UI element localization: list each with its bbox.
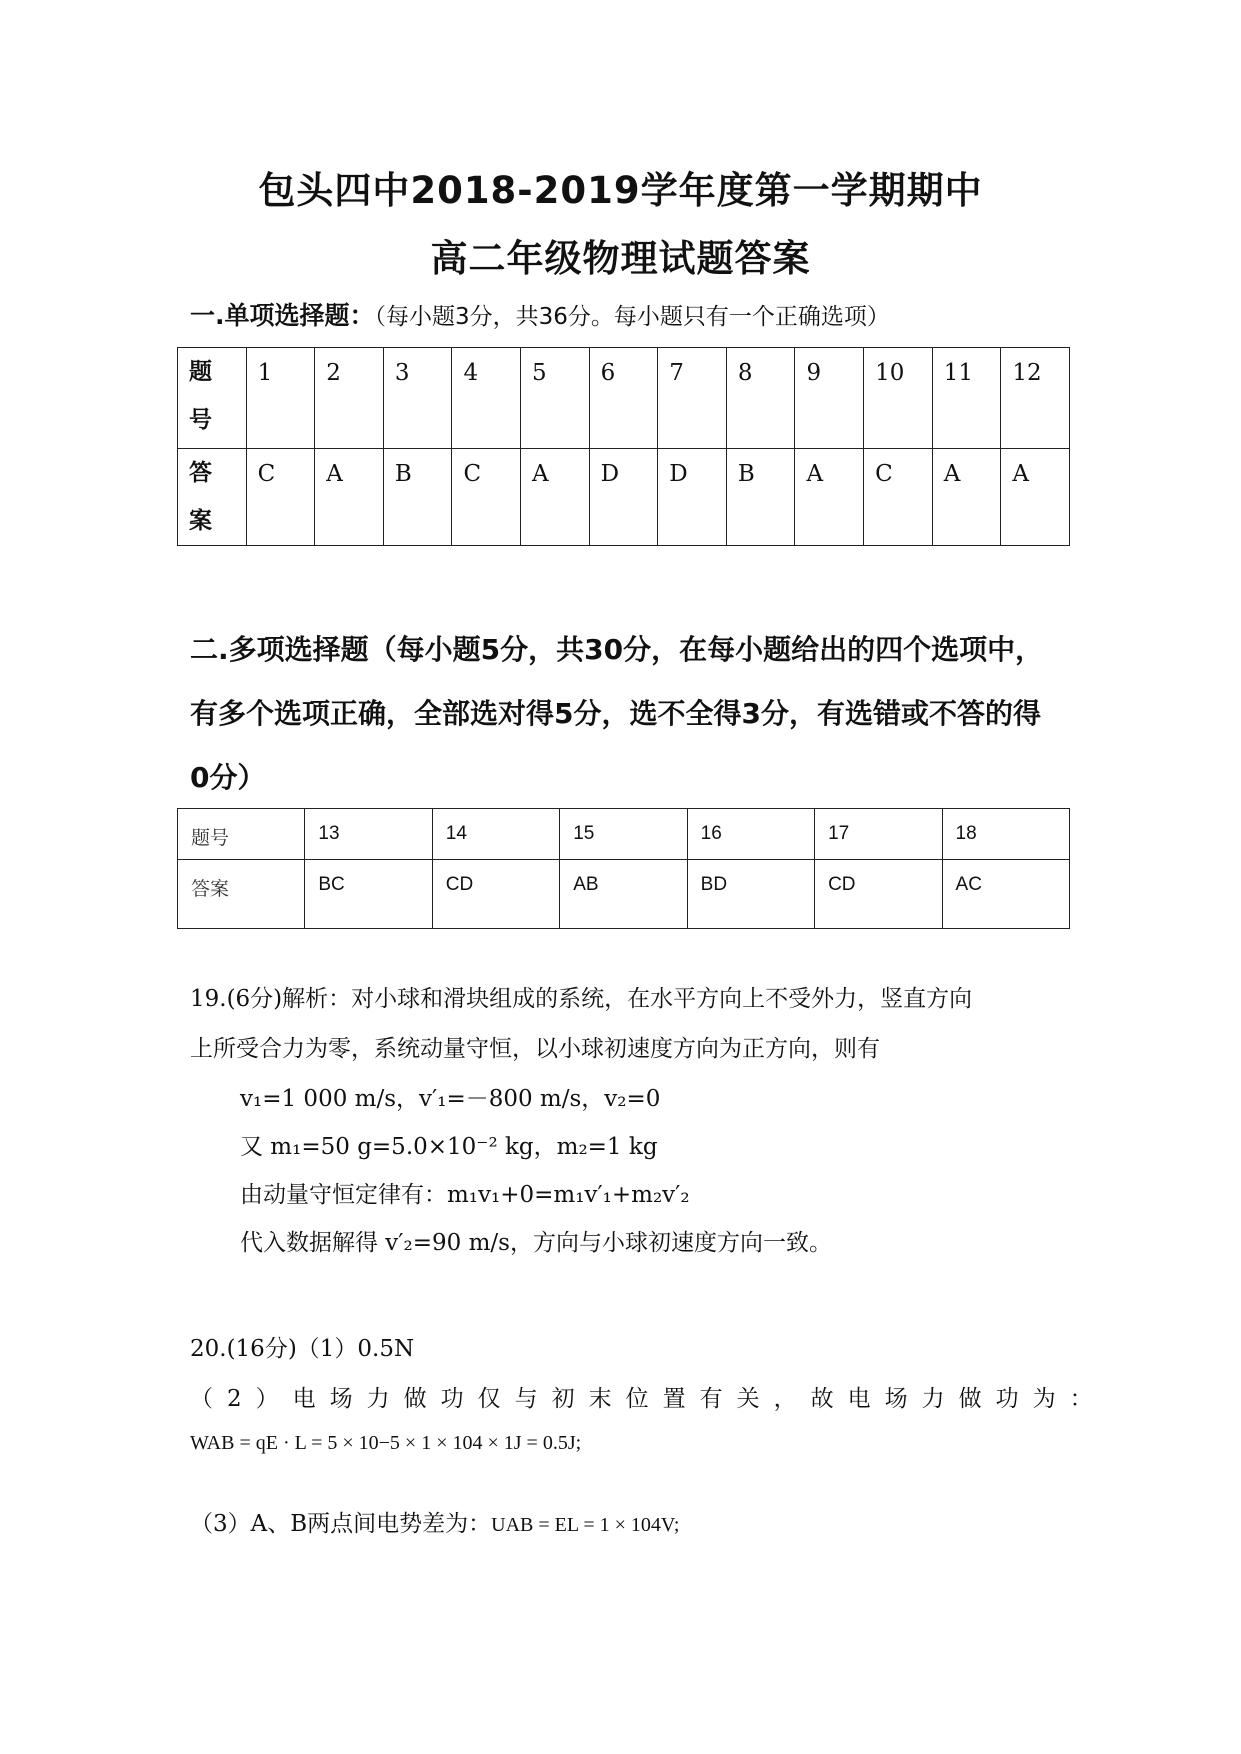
question-number: 11 (932, 348, 1001, 449)
question-number: 13 (305, 809, 432, 860)
question-number: 17 (815, 809, 942, 860)
q19-line3: v₁=1 000 m/s，v′₁=－800 m/s，v₂=0 (240, 1086, 661, 1112)
q20-formula-potential: UAB = EL = 1 × 104V; (491, 1514, 680, 1536)
page-title: 包头四中2018-2019学年度第一学期期中 (258, 169, 983, 212)
answer-cell: A (1001, 449, 1070, 546)
answer-cell: D (658, 449, 727, 546)
section1-answer-table (177, 347, 1070, 546)
answer-cell: A (932, 449, 1001, 546)
q19-line1: 19.(6分)解析：对小球和滑块组成的系统，在水平方向上不受外力，竖直方向 (190, 986, 973, 1012)
question-number: 9 (795, 348, 864, 449)
question-number: 8 (726, 348, 795, 449)
section2-heading-line2: 有多个选项正确，全部选对得5分，选不全得3分，有选错或不答的得 (190, 697, 1041, 730)
q19-line2: 上所受合力为零，系统动量守恒，以小球初速度方向为正方向，则有 (190, 1036, 880, 1062)
answer-cell: A (315, 449, 384, 546)
q19-line6: 代入数据解得 v′₂=90 m/s，方向与小球初速度方向一致。 (240, 1230, 832, 1256)
section2-answer-table (177, 808, 1070, 929)
question-number: 10 (864, 348, 933, 449)
q20-line2: （2）电场力做功仅与初末位置有关，故电场力做功为： (190, 1386, 1107, 1412)
row-label-answer: 答 案 (178, 449, 247, 546)
q20-line1: 20.(16分)（1）0.5N (190, 1336, 415, 1362)
question-number: 16 (687, 809, 814, 860)
answer-cell: BD (687, 860, 814, 929)
section1-heading (190, 296, 890, 332)
row-label-question: 题号 (178, 809, 305, 860)
answer-cell: A (795, 449, 864, 546)
answer-cell: B (726, 449, 795, 546)
question-number: 6 (589, 348, 658, 449)
question-number-row (178, 809, 1070, 860)
answer-cell: A (521, 449, 590, 546)
answer-cell: CD (432, 860, 559, 929)
question-number: 7 (658, 348, 727, 449)
answer-cell: B (383, 449, 452, 546)
row-label-question: 题 号 (178, 348, 247, 449)
q20-formula-work: WAB = qE · L = 5 × 10−5 × 1 × 104 × 1J = 0.5J; (190, 1432, 582, 1454)
question-number: 18 (942, 809, 1069, 860)
answer-cell: AB (560, 860, 687, 929)
question-number: 3 (383, 348, 452, 449)
q19-line4: 又 m₁=50 g=5.0×10⁻² kg，m₂=1 kg (240, 1134, 658, 1160)
question-number-row (178, 348, 1070, 449)
question-number: 2 (315, 348, 384, 449)
answer-cell: C (246, 449, 315, 546)
question-number: 15 (560, 809, 687, 860)
answer-row (178, 449, 1070, 546)
answer-cell: C (452, 449, 521, 546)
section1-note: （每小题3分，共36分。每小题只有一个正确选项） (374, 304, 890, 330)
answer-cell: C (864, 449, 933, 546)
question-number: 1 (246, 348, 315, 449)
answer-cell: AC (942, 860, 1069, 929)
section2-heading-line3: 0分） (190, 761, 266, 794)
row-label-answer: 答案 (178, 860, 305, 929)
q19-line5: 由动量守恒定律有：m₁v₁+0=m₁v′₁+m₂v′₂ (240, 1182, 690, 1208)
section2-heading-line1: 二.多项选择题（每小题5分，共30分，在每小题给出的四个选项中， (190, 633, 1044, 666)
answer-cell: CD (815, 860, 942, 929)
page-subtitle: 高二年级物理试题答案 (430, 237, 811, 280)
answer-cell: D (589, 449, 658, 546)
q20-line3 (190, 1505, 679, 1538)
section1-title: 一.单项选择题： (190, 301, 375, 330)
question-number: 12 (1001, 348, 1070, 449)
question-number: 4 (452, 348, 521, 449)
question-number: 14 (432, 809, 559, 860)
answer-row (178, 860, 1070, 929)
q20-line3-label: （3）A、B两点间电势差为： (190, 1511, 492, 1537)
answer-cell: BC (305, 860, 432, 929)
question-number: 5 (521, 348, 590, 449)
